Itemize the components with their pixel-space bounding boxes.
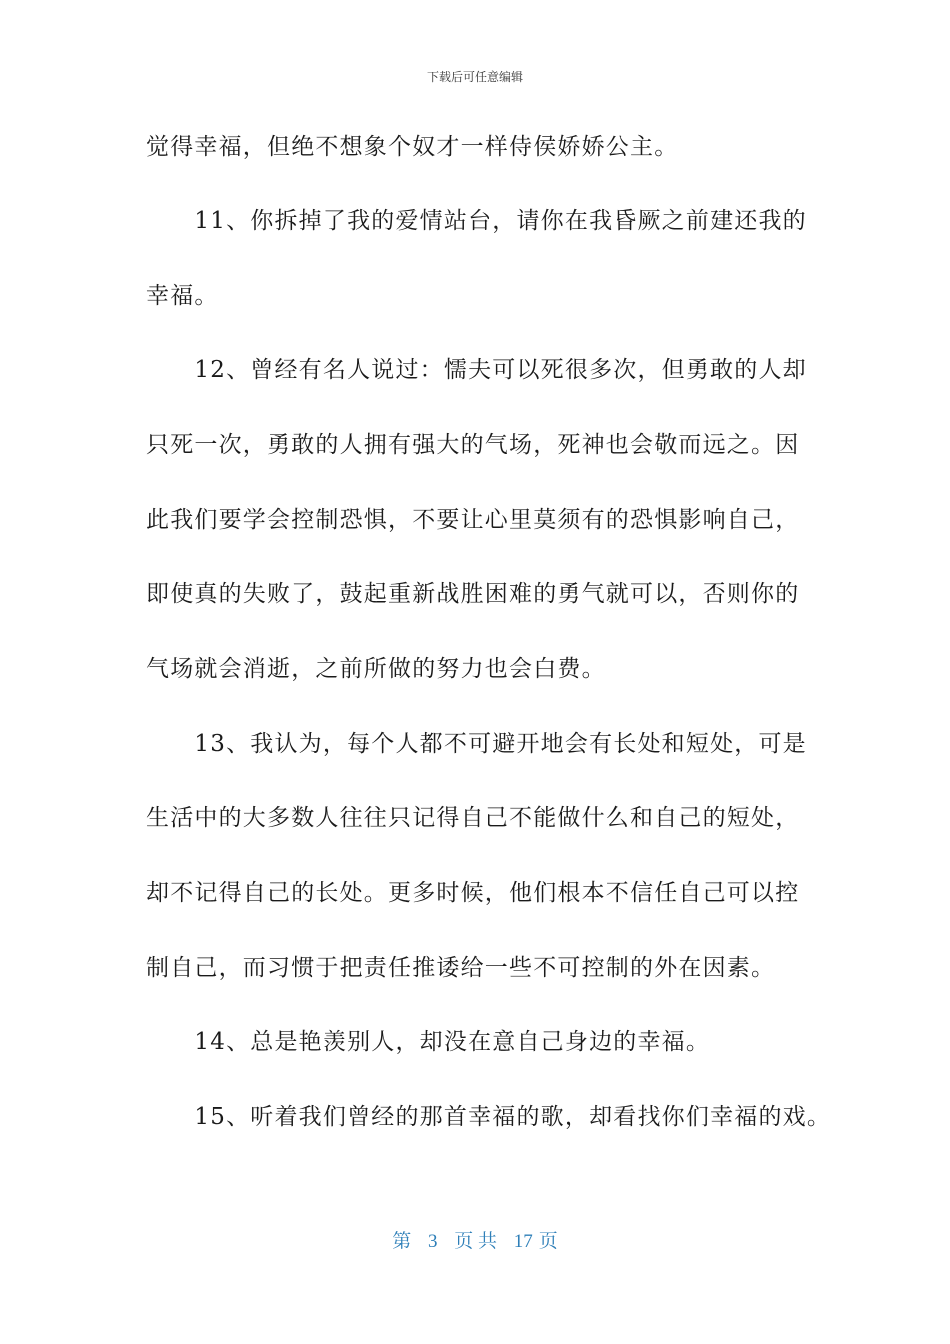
text-line: 此我们要学会控制恐惧，不要让心里莫须有的恐惧影响自己，	[146, 507, 800, 533]
text-line: 13、我认为，每个人都不可避开地会有长处和短处，可是	[146, 731, 807, 757]
text-line: 却不记得自己的长处。更多时候，他们根本不信任自己可以控	[146, 880, 800, 906]
text-line: 觉得幸福，但绝不想象个奴才一样侍侯娇娇公主。	[146, 134, 679, 160]
text-line: 幸福。	[146, 283, 219, 309]
text-line: 即使真的失败了，鼓起重新战胜困难的勇气就可以，否则你的	[146, 581, 800, 607]
footer-suffix: 页	[538, 1231, 558, 1252]
text-line: 11、你拆掉了我的爱情站台，请你在我昏厥之前建还我的	[146, 208, 807, 234]
text-line: 14、总是艳羡别人，却没在意自己身边的幸福。	[146, 1029, 711, 1055]
page-number-footer	[0, 1226, 950, 1253]
current-page-number: 3	[427, 1231, 438, 1252]
text-line: 气场就会消逝，之前所做的努力也会白费。	[146, 656, 606, 682]
text-line: 12、曾经有名人说过：懦夫可以死很多次，但勇敢的人却	[146, 357, 807, 383]
total-pages-number: 17	[513, 1231, 533, 1252]
text-line: 生活中的大多数人往往只记得自己不能做什么和自己的短处，	[146, 805, 800, 831]
footer-prefix: 第	[392, 1231, 412, 1252]
text-line: 制自己，而习惯于把责任推诿给一些不可控制的外在因素。	[146, 955, 776, 981]
text-line: 只死一次，勇敢的人拥有强大的气场，死神也会敬而远之。因	[146, 432, 800, 458]
header-note: 下载后可任意编辑	[426, 70, 523, 84]
footer-middle: 页 共	[454, 1231, 497, 1252]
text-line: 15、听着我们曾经的那首幸福的歌，却看找你们幸福的戏。	[146, 1104, 832, 1130]
